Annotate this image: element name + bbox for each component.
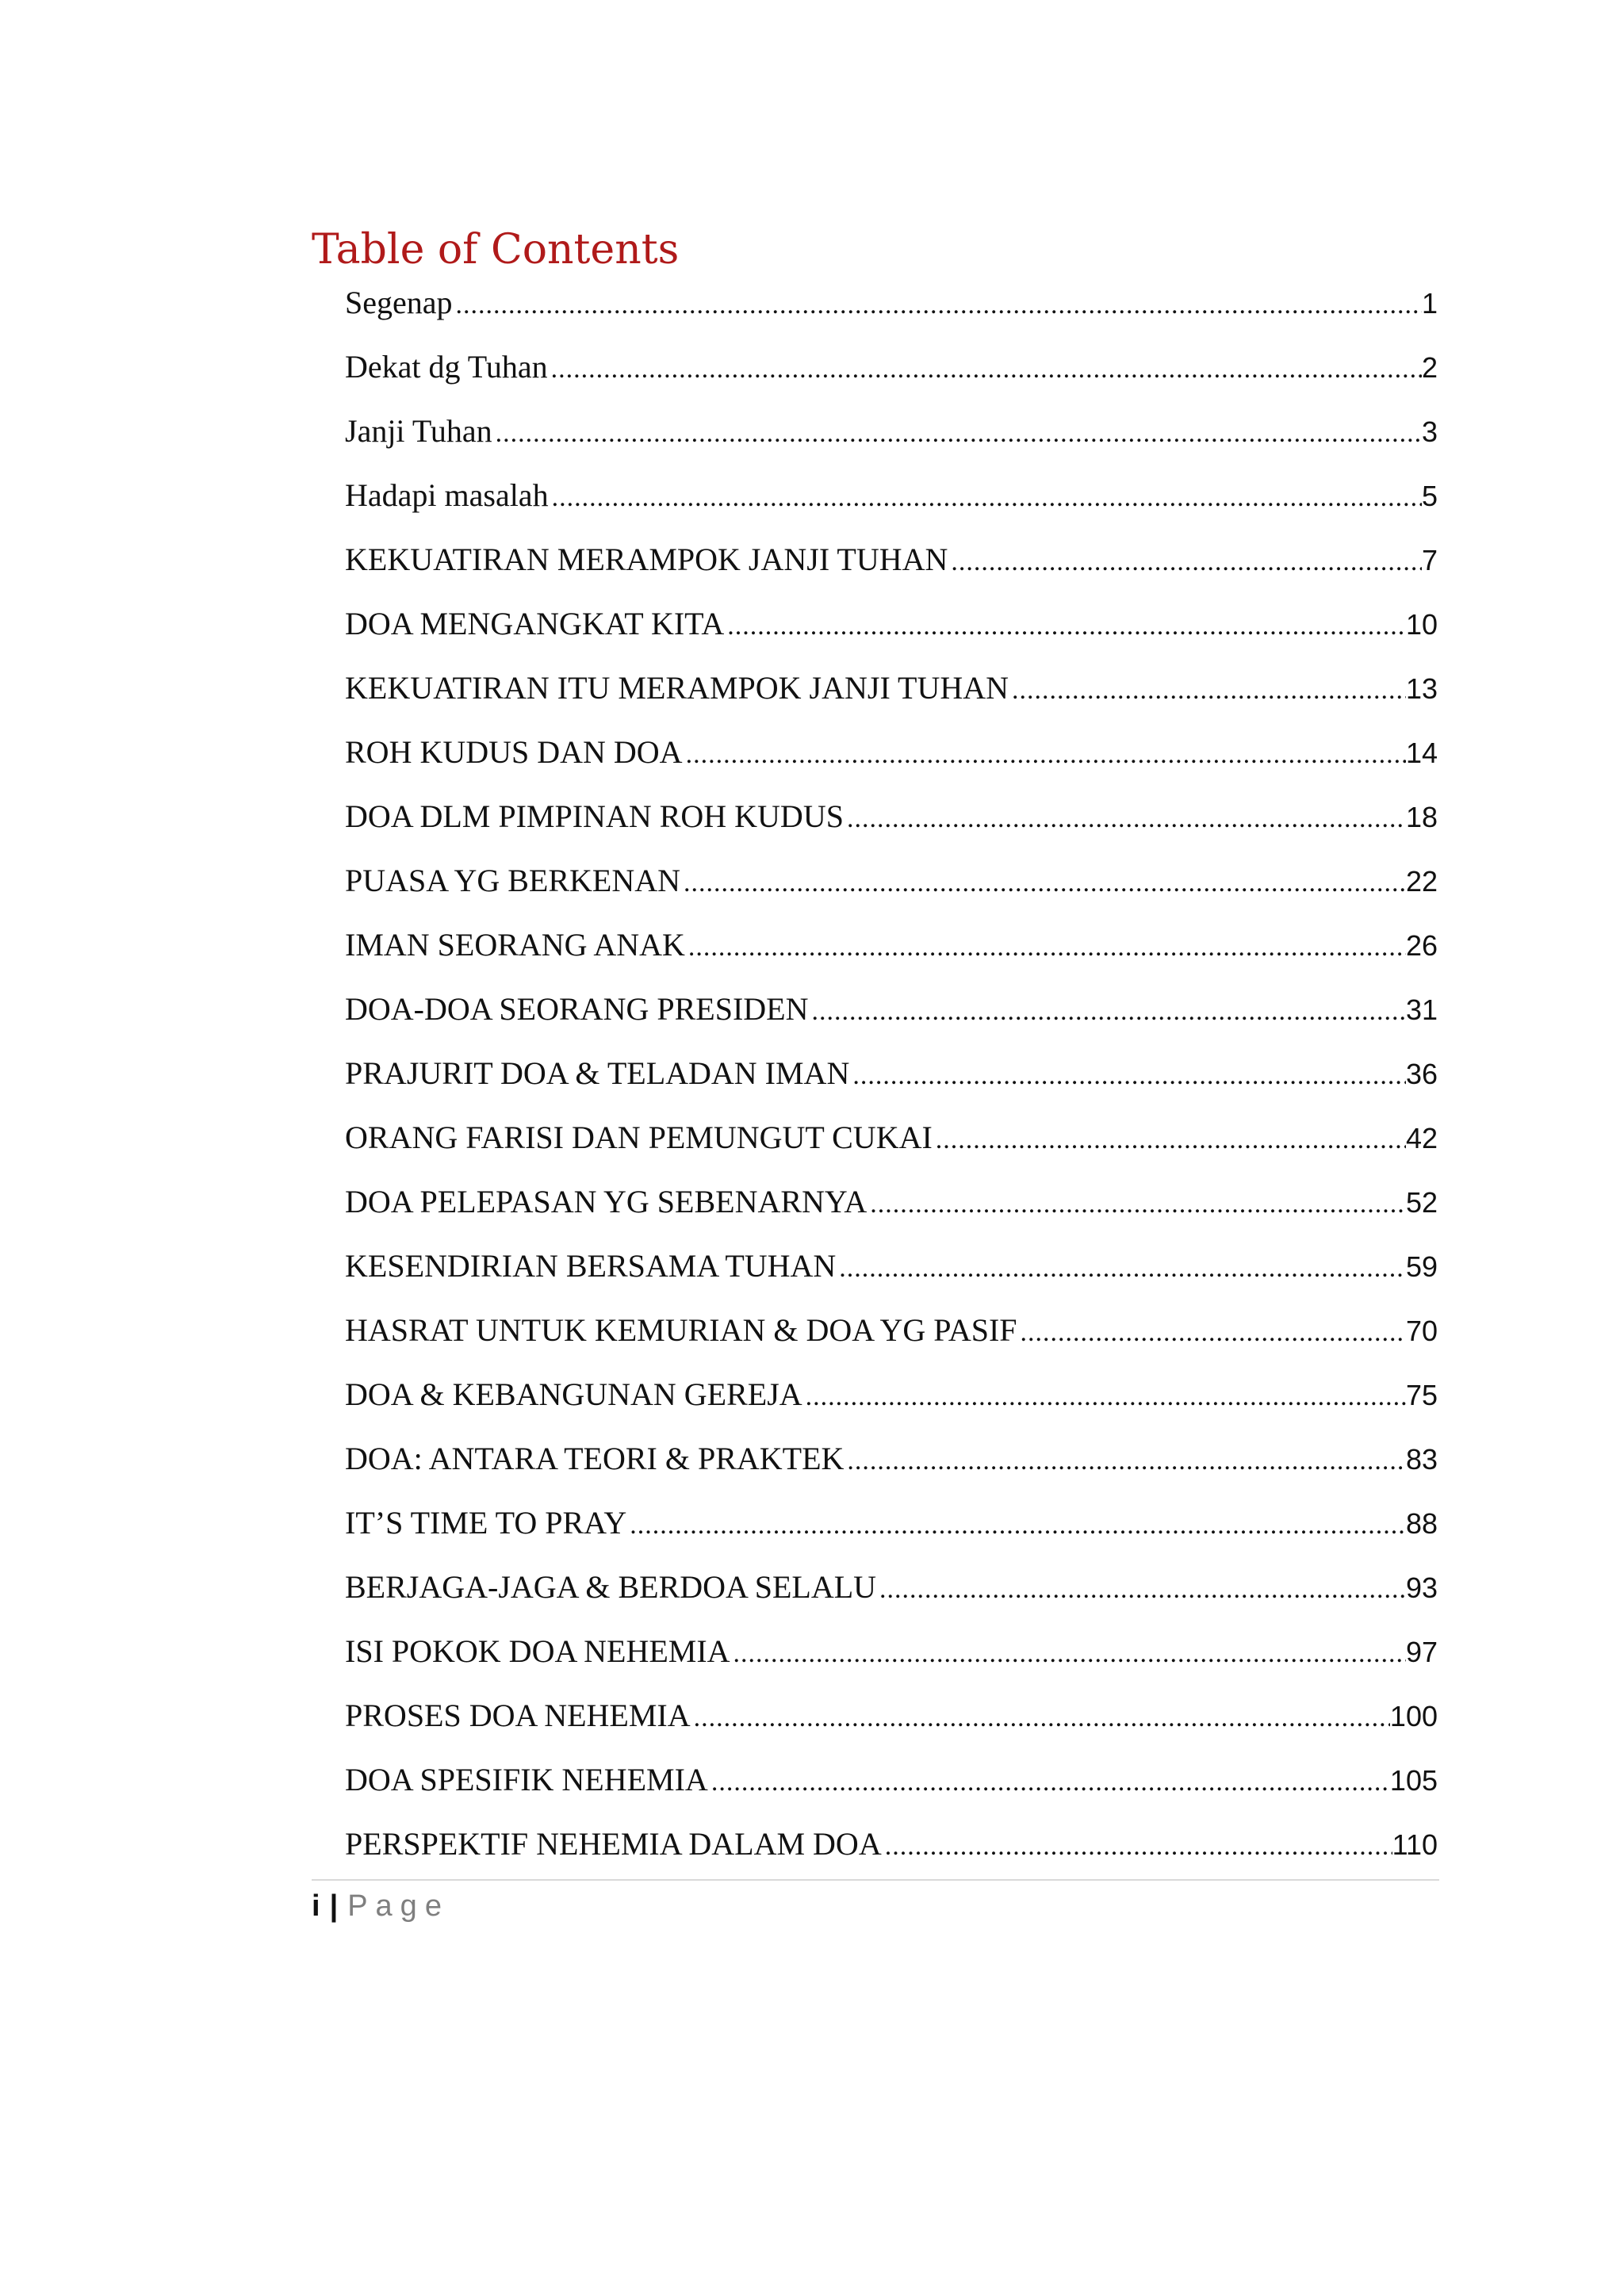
toc-entry-page: 13 [1405, 672, 1438, 705]
toc-entry-page: 110 [1392, 1828, 1438, 1861]
toc-leader-dots [876, 1562, 1406, 1617]
toc-entry[interactable] [345, 1431, 1438, 1495]
toc-leader-dots [683, 727, 1406, 783]
toc-leader-dots [730, 1626, 1406, 1682]
toc-entry-title: PRAJURIT DOA & TELADAN IMAN [345, 1055, 850, 1091]
toc-entry-page: 31 [1405, 993, 1438, 1026]
toc-entry-title: Hadapi masalah [345, 477, 549, 513]
toc-leader-dots [691, 1690, 1390, 1746]
toc-entry-page: 75 [1405, 1379, 1438, 1411]
footer-divider [312, 1879, 1439, 1881]
toc-entry-title: Janji Tuhan [345, 413, 492, 449]
toc-entry[interactable] [345, 1303, 1438, 1367]
toc-entry-title: PERSPEKTIF NEHEMIA DALAM DOA [345, 1826, 882, 1862]
toc-leader-dots [849, 1048, 1406, 1104]
toc-entry-title: HASRAT UNTUK KEMURIAN & DOA YG PASIF [345, 1312, 1017, 1348]
toc-entry-page: 36 [1405, 1058, 1438, 1090]
toc-entry-title: DOA DLM PIMPINAN ROH KUDUS [345, 798, 844, 834]
toc-entry-title: ORANG FARISI DAN PEMUNGUT CUKAI [345, 1120, 933, 1155]
toc-leader-dots [867, 1177, 1406, 1232]
toc-leader-dots [680, 856, 1406, 911]
toc-entry[interactable] [345, 1046, 1438, 1110]
toc-entry[interactable] [345, 1110, 1438, 1174]
footer-separator: | [329, 1889, 339, 1923]
toc-entry[interactable] [345, 1495, 1438, 1560]
toc-entry-page: 1 [1421, 287, 1438, 320]
footer-page-label: Page [347, 1889, 450, 1923]
toc-leader-dots [802, 1369, 1406, 1425]
toc-entry[interactable] [345, 725, 1438, 789]
toc-entry-title: IMAN SEORANG ANAK [345, 927, 685, 963]
toc-entry-page: 22 [1405, 865, 1438, 898]
toc-entry[interactable] [345, 982, 1438, 1046]
toc-heading: Table of Contents [312, 226, 680, 274]
toc-entry-title: ROH KUDUS DAN DOA [345, 734, 683, 770]
toc-entry[interactable] [345, 1752, 1438, 1816]
toc-leader-dots [844, 791, 1406, 847]
toc-entry[interactable] [345, 404, 1438, 468]
toc-entry[interactable] [345, 532, 1438, 596]
toc-entry-page: 2 [1421, 351, 1438, 384]
toc-entry-title: DOA-DOA SEORANG PRESIDEN [345, 991, 809, 1027]
toc-entry-page: 7 [1421, 544, 1438, 576]
toc-entry-page: 5 [1421, 480, 1438, 512]
toc-entry-page: 93 [1405, 1571, 1438, 1604]
toc-entry-page: 18 [1405, 801, 1438, 833]
toc-entry-page: 52 [1405, 1186, 1438, 1219]
toc-entry-page: 14 [1405, 737, 1438, 769]
toc-entry-title: DOA PELEPASAN YG SEBENARNYA [345, 1184, 868, 1219]
toc-entry-page: 70 [1405, 1315, 1438, 1347]
toc-leader-dots [948, 534, 1422, 590]
toc-entry-page: 97 [1405, 1636, 1438, 1668]
toc-leader-dots [1017, 1305, 1406, 1361]
toc-entry-page: 42 [1405, 1122, 1438, 1154]
toc-entry-title: KEKUATIRAN MERAMPOK JANJI TUHAN [345, 542, 948, 577]
footer-page-number: i [312, 1889, 320, 1923]
toc-entry[interactable] [345, 1238, 1438, 1303]
toc-entry-title: PROSES DOA NEHEMIA [345, 1698, 691, 1733]
toc-leader-dots [1009, 663, 1406, 718]
toc-entry[interactable] [345, 1174, 1438, 1238]
toc-entry-title: BERJAGA-JAGA & BERDOA SELALU [345, 1569, 877, 1605]
toc-entry-title: DOA MENGANGKAT KITA [345, 606, 725, 641]
toc-leader-dots [549, 470, 1422, 526]
toc-list [345, 275, 1438, 1881]
toc-entry[interactable] [345, 1816, 1438, 1881]
toc-entry-title: DOA: ANTARA TEORI & PRAKTEK [345, 1441, 845, 1476]
toc-entry-title: DOA & KEBANGUNAN GEREJA [345, 1376, 802, 1412]
toc-entry[interactable] [345, 468, 1438, 532]
toc-entry[interactable] [345, 853, 1438, 917]
toc-entry-page: 26 [1405, 929, 1438, 962]
toc-entry-page: 59 [1405, 1250, 1438, 1283]
toc-leader-dots [708, 1755, 1390, 1810]
toc-entry[interactable] [345, 1560, 1438, 1624]
toc-entry[interactable] [345, 1624, 1438, 1688]
toc-leader-dots [492, 406, 1422, 461]
toc-entry-page: 88 [1405, 1507, 1438, 1540]
toc-entry[interactable] [345, 275, 1438, 339]
toc-entry[interactable] [345, 789, 1438, 853]
toc-entry-page: 10 [1405, 608, 1438, 641]
toc-entry[interactable] [345, 596, 1438, 660]
toc-entry-page: 3 [1421, 415, 1438, 448]
toc-leader-dots [844, 1434, 1406, 1489]
toc-entry-page: 100 [1389, 1700, 1438, 1732]
toc-entry[interactable] [345, 1688, 1438, 1752]
toc-leader-dots [685, 920, 1406, 975]
toc-entry-title: ISI POKOK DOA NEHEMIA [345, 1633, 730, 1669]
toc-entry[interactable] [345, 339, 1438, 404]
toc-entry[interactable] [345, 917, 1438, 982]
page-footer [312, 1884, 450, 1928]
toc-leader-dots [933, 1112, 1406, 1168]
toc-entry-title: DOA SPESIFIK NEHEMIA [345, 1762, 708, 1797]
toc-leader-dots [548, 342, 1422, 397]
toc-entry[interactable] [345, 660, 1438, 725]
toc-entry-title: KEKUATIRAN ITU MERAMPOK JANJI TUHAN [345, 670, 1009, 706]
toc-entry-title: IT’S TIME TO PRAY [345, 1505, 627, 1541]
toc-entry-title: Dekat dg Tuhan [345, 349, 548, 385]
toc-leader-dots [808, 984, 1405, 1039]
toc-leader-dots [626, 1498, 1406, 1553]
toc-leader-dots [836, 1241, 1406, 1296]
toc-leader-dots [882, 1819, 1392, 1874]
toc-entry-page: 105 [1389, 1764, 1438, 1797]
toc-entry-title: KESENDIRIAN BERSAMA TUHAN [345, 1248, 837, 1284]
toc-entry-page: 83 [1405, 1443, 1438, 1476]
toc-entry[interactable] [345, 1367, 1438, 1431]
toc-entry-title: Segenap [345, 285, 453, 320]
toc-leader-dots [724, 599, 1406, 654]
toc-leader-dots [453, 278, 1422, 333]
toc-entry-title: PUASA YG BERKENAN [345, 863, 681, 898]
